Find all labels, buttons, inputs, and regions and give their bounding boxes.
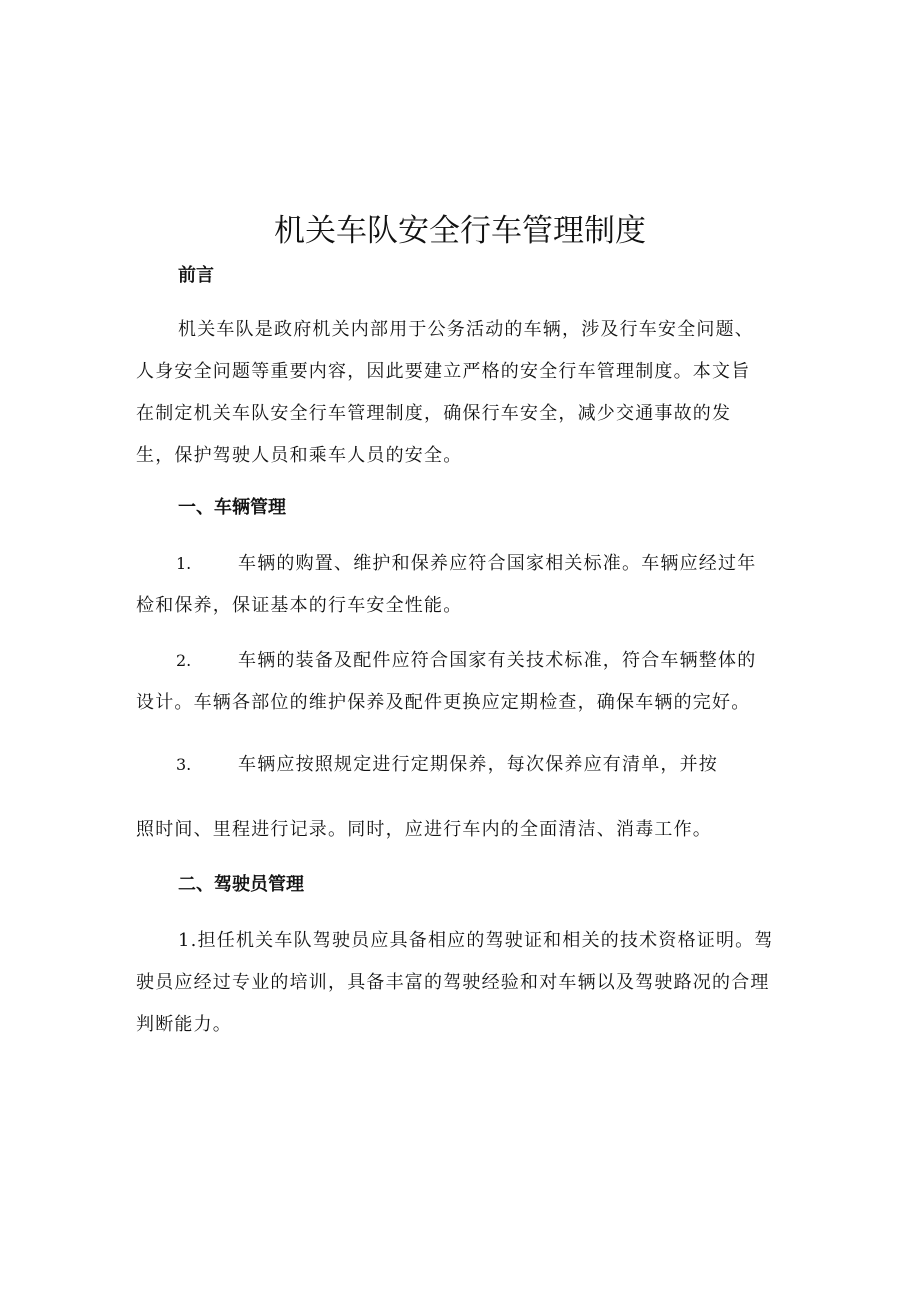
vehicle-item-2-first-line <box>136 640 796 682</box>
driver-line: 1.担任机关车队驾驶员应具备相应的驾驶证和相关的技术资格证明。驾 <box>178 930 774 951</box>
vehicle-item-2 <box>136 640 796 724</box>
vehicle-item-1 <box>136 543 796 627</box>
document-title: 机关车队安全行车管理制度 <box>274 213 646 249</box>
item-number: 2. <box>176 651 192 670</box>
preface-line: 人身安全问题等重要内容，因此要建立严格的安全行车管理制度。本文旨 <box>136 361 751 382</box>
vehicle-item-3-continued <box>136 809 796 851</box>
item-number: 1. <box>176 554 192 573</box>
vehicle-item-3 <box>136 744 796 786</box>
item-text: 车辆的装备及配件应符合国家有关技术标准，符合车辆整体的 <box>238 650 757 671</box>
item-text: 车辆应按照规定进行定期保养，每次保养应有清单，并按 <box>238 754 718 775</box>
vehicle-item-3-rest: 照时间、里程进行记录。同时，应进行车内的全面清洁、消毒工作。 <box>136 819 712 840</box>
section-vehicle-heading: 一、车辆管理 <box>178 497 286 518</box>
preface-paragraph <box>136 309 796 477</box>
driver-line: 驶员应经过专业的培训，具备丰富的驾驶经验和对车辆以及驾驶路况的合理 <box>136 972 770 993</box>
preface-line: 机关车队是政府机关内部用于公务活动的车辆，涉及行车安全问题、 <box>178 319 754 340</box>
preface-heading: 前言 <box>178 265 214 286</box>
section-driver-heading: 二、驾驶员管理 <box>178 874 304 895</box>
driver-line: 判断能力。 <box>136 1014 232 1035</box>
driver-paragraph <box>136 920 796 1046</box>
item-number: 3. <box>176 755 192 774</box>
vehicle-item-3-first-line <box>136 744 796 786</box>
item-text: 车辆的购置、维护和保养应符合国家相关标准。车辆应经过年 <box>238 553 757 574</box>
preface-line: 在制定机关车队安全行车管理制度，确保行车安全，减少交通事故的发 <box>136 403 732 424</box>
vehicle-item-2-rest: 设计。车辆各部位的维护保养及配件更换应定期检查，确保车辆的完好。 <box>136 692 751 713</box>
preface-line: 生，保护驾驶人员和乘车人员的安全。 <box>136 445 463 466</box>
vehicle-item-1-first-line <box>136 543 796 585</box>
vehicle-item-1-rest: 检和保养，保证基本的行车安全性能。 <box>136 595 463 616</box>
